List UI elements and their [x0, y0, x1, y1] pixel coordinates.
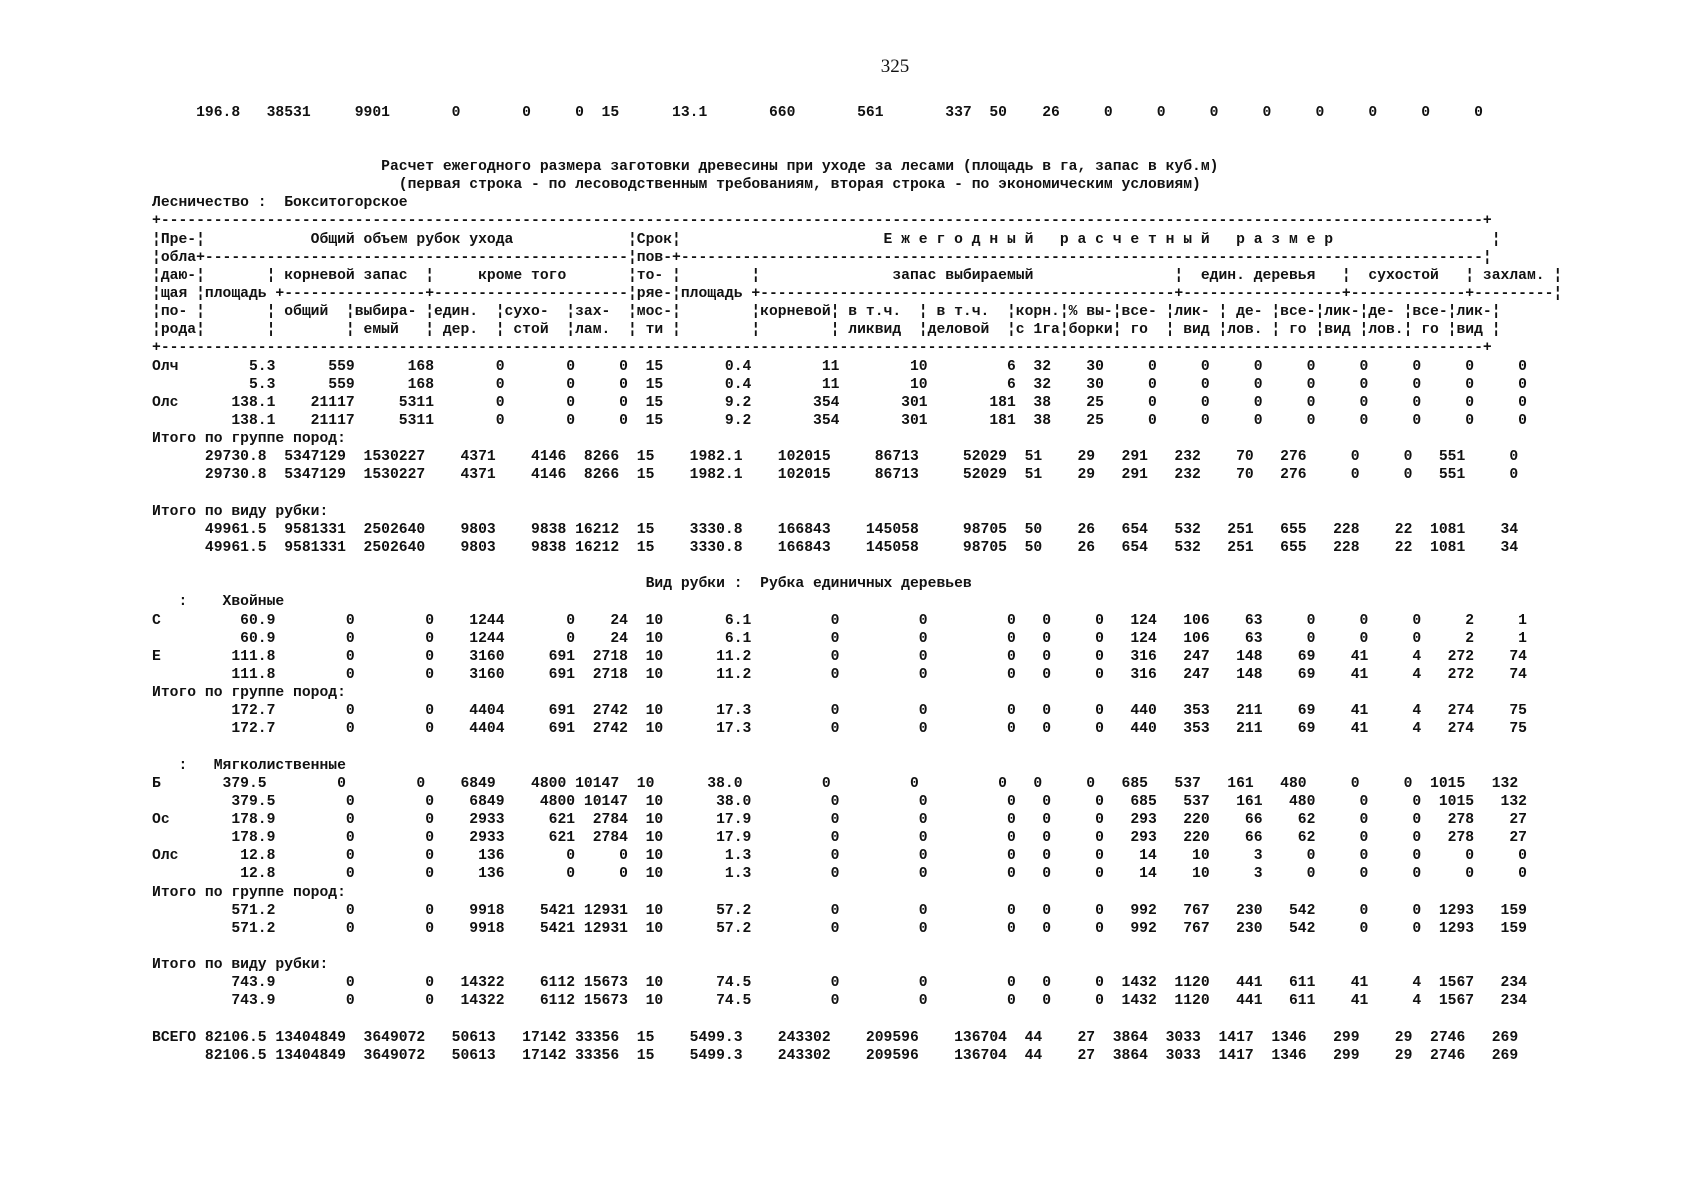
report-line: Итого по виду рубки: [152, 503, 329, 520]
report-line: ¦щая ¦площадь +----------------+----------------------¦ряе-¦площадь +-----------------------------------------------+------------------+-------------+---------¦ [152, 285, 1563, 302]
report-line: 172.7 0 0 4404 691 2742 10 17.3 0 0 0 0 0 440 353 211 69 41 4 274 75 [152, 721, 1527, 738]
report-line: (первая строка - по лесоводственным требованиям, вторая строка - по экономическим условиям) [152, 177, 1201, 194]
report-line: 571.2 0 0 9918 5421 12931 10 57.2 0 0 0 0 0 992 767 230 542 0 0 1293 159 [152, 920, 1527, 937]
report-line: ¦обла+------------------------------------------------¦пов-+-------------------------------------------------------------------------------------------¦ [152, 249, 1492, 266]
report-line: Итого по группе пород: [152, 431, 346, 448]
report-line: 379.5 0 0 6849 4800 10147 10 38.0 0 0 0 0 0 685 537 161 480 0 0 1015 132 [152, 793, 1527, 810]
report-line: ¦рода¦ ¦ ¦ емый ¦ дер. ¦ стой ¦лам. ¦ ти ¦ ¦ ¦ ликвид ¦деловой ¦с 1га¦борки¦ го ¦ вид ¦лов. ¦ го ¦вид ¦лов.¦ го ¦вид ¦ [152, 322, 1501, 339]
report-line: 49961.5 9581331 2502640 9803 9838 16212 15 3330.8 166843 145058 98705 50 26 654 532 251 655 228 22 1081 34 [152, 539, 1519, 556]
report-line [152, 485, 1562, 503]
report-line: 12.8 0 0 136 0 0 10 1.3 0 0 0 0 0 14 10 3 0 0 0 0 0 [152, 866, 1527, 883]
report-line: +------------------------------------------------------------------------------------------------------------------------------------------------------+ [152, 340, 1492, 357]
report-line: 743.9 0 0 14322 6112 15673 10 74.5 0 0 0 0 0 1432 1120 441 611 41 4 1567 234 [152, 993, 1527, 1010]
report-line: С 60.9 0 0 1244 0 24 10 6.1 0 0 0 0 0 124 106 63 0 0 0 2 1 [152, 612, 1527, 629]
report-table [152, 158, 1562, 1065]
report-line [152, 557, 1562, 575]
report-line [152, 938, 1562, 956]
report-line: 82106.5 13404849 3649072 50613 17142 33356 15 5499.3 243302 209596 136704 44 27 3864 3033 1417 1346 299 29 2746 269 [152, 1047, 1519, 1064]
report-line: 29730.8 5347129 1530227 4371 4146 8266 15 1982.1 102015 86713 52029 51 29 291 232 70 276 0 0 551 0 [152, 467, 1519, 484]
report-line: Олс 138.1 21117 5311 0 0 0 15 9.2 354 301 181 38 25 0 0 0 0 0 0 0 0 [152, 394, 1527, 411]
report-line [152, 1011, 1562, 1029]
report-line: 172.7 0 0 4404 691 2742 10 17.3 0 0 0 0 0 440 353 211 69 41 4 274 75 [152, 703, 1527, 720]
report-line: Итого по виду рубки: [152, 957, 329, 974]
report-line: Расчет ежегодного размера заготовки древесины при уходе за лесами (площадь в га, запас в куб.м) [152, 159, 1219, 175]
report-line: Олс 12.8 0 0 136 0 0 10 1.3 0 0 0 0 0 14 10 3 0 0 0 0 0 [152, 848, 1527, 865]
report-line: Вид рубки : Рубка единичных деревьев [152, 576, 972, 593]
report-line: +------------------------------------------------------------------------------------------------------------------------------------------------------+ [152, 213, 1492, 230]
report-line: 571.2 0 0 9918 5421 12931 10 57.2 0 0 0 0 0 992 767 230 542 0 0 1293 159 [152, 902, 1527, 919]
report-line: 29730.8 5347129 1530227 4371 4146 8266 15 1982.1 102015 86713 52029 51 29 291 232 70 276 0 0 551 0 [152, 449, 1519, 466]
report-line: Е 111.8 0 0 3160 691 2718 10 11.2 0 0 0 0 0 316 247 148 69 41 4 272 74 [152, 648, 1527, 665]
report-line: ¦Пре-¦ Общий объем рубок ухода ¦Срок¦ Е ж е г о д н ы й р а с ч е т н ы й р а з м е р ¦ [152, 231, 1501, 248]
report-line: 5.3 559 168 0 0 0 15 0.4 11 10 6 32 30 0 0 0 0 0 0 0 0 [152, 376, 1527, 393]
report-line: Б 379.5 0 0 6849 4800 10147 10 38.0 0 0 0 0 0 685 537 161 480 0 0 1015 132 [152, 775, 1519, 792]
report-line: 178.9 0 0 2933 621 2784 10 17.9 0 0 0 0 0 293 220 66 62 0 0 278 27 [152, 830, 1527, 847]
report-line [152, 739, 1562, 757]
report-line: : Мягколиственные [152, 757, 346, 774]
report-line: Ос 178.9 0 0 2933 621 2784 10 17.9 0 0 0 0 0 293 220 66 62 0 0 278 27 [152, 812, 1527, 829]
report-line: ¦по- ¦ ¦ общий ¦выбира- ¦един. ¦сухо- ¦зах- ¦мос-¦ ¦корневой¦ в т.ч. ¦ в т.ч. ¦корн.¦% вы-¦все- ¦лик- ¦ де- ¦все-¦лик-¦де- ¦все-¦лик-¦ [152, 304, 1501, 321]
report-line: 60.9 0 0 1244 0 24 10 6.1 0 0 0 0 0 124 106 63 0 0 0 2 1 [152, 630, 1527, 647]
report-line: ВСЕГО 82106.5 13404849 3649072 50613 17142 33356 15 5499.3 243302 209596 136704 44 27 3864 3033 1417 1346 299 29 2746 269 [152, 1029, 1519, 1046]
carryover-row: 196.8 38531 9901 0 0 0 15 13.1 660 561 337 50 26 0 0 0 0 0 0 0 0 [152, 105, 1483, 121]
report-line: 138.1 21117 5311 0 0 0 15 9.2 354 301 181 38 25 0 0 0 0 0 0 0 0 [152, 412, 1527, 429]
report-line: Итого по группе пород: [152, 685, 346, 702]
report-line: 743.9 0 0 14322 6112 15673 10 74.5 0 0 0 0 0 1432 1120 441 611 41 4 1567 234 [152, 975, 1527, 992]
page-number: 325 [880, 56, 910, 77]
report-line: 111.8 0 0 3160 691 2718 10 11.2 0 0 0 0 0 316 247 148 69 41 4 272 74 [152, 666, 1527, 683]
report-line: Олч 5.3 559 168 0 0 0 15 0.4 11 10 6 32 30 0 0 0 0 0 0 0 0 [152, 358, 1527, 375]
report-line: ¦даю-¦ ¦ корневой запас ¦ кроме того ¦то- ¦ ¦ запас выбираемый ¦ един. деревья ¦ сухостой ¦ захлам. ¦ [152, 267, 1563, 284]
report-line: 49961.5 9581331 2502640 9803 9838 16212 15 3330.8 166843 145058 98705 50 26 654 532 251 655 228 22 1081 34 [152, 521, 1519, 538]
report-line: : Хвойные [152, 594, 285, 611]
report-line: Итого по группе пород: [152, 884, 346, 901]
report-line: Лесничество : Бокситогорское [152, 195, 408, 212]
